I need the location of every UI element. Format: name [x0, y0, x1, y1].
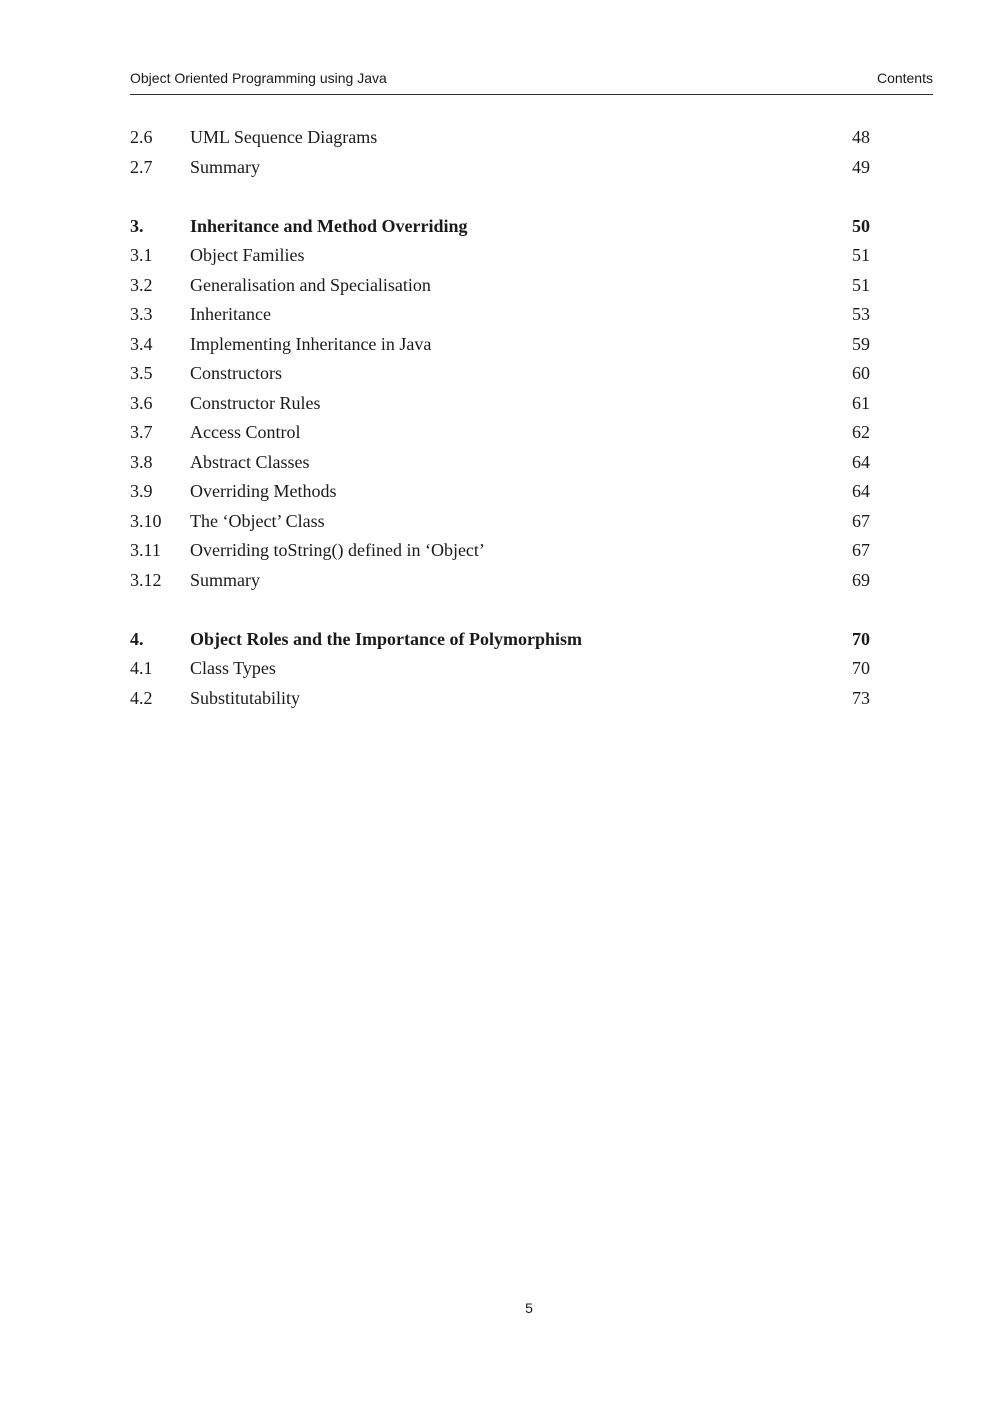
- toc-entry[interactable]: [130, 359, 870, 389]
- toc-entry[interactable]: [130, 271, 870, 301]
- toc-entry-number: 3.6: [130, 392, 153, 413]
- toc-entry-number: 2.7: [130, 156, 153, 177]
- toc-entry[interactable]: [130, 241, 870, 271]
- page-number: 5: [525, 1300, 533, 1316]
- toc-entry[interactable]: [130, 536, 870, 566]
- toc-entry-title: Access Control: [190, 422, 301, 442]
- toc-entry-title: Overriding toString() defined in ‘Object’: [190, 540, 485, 560]
- toc-entry-title: Substitutability: [190, 687, 301, 708]
- toc-entry[interactable]: [130, 300, 870, 330]
- toc-entry-page: 69: [852, 569, 870, 590]
- toc-entry-page: 60: [852, 363, 870, 383]
- toc-entry-title: Abstract Classes: [190, 451, 310, 472]
- toc-entry[interactable]: [130, 123, 870, 153]
- toc-entry-title: Overriding Methods: [190, 481, 337, 501]
- toc-entry-number: 4.: [130, 628, 144, 649]
- toc-entry-number: 3.3: [130, 304, 153, 324]
- toc-entry-title: The ‘Object’ Class: [190, 510, 325, 531]
- toc-entry[interactable]: [130, 566, 870, 596]
- toc-entry-number: 4.1: [130, 658, 153, 678]
- toc-entry-page: 73: [852, 687, 870, 708]
- toc-chapter-entry[interactable]: [130, 625, 870, 655]
- toc-entry-title: Summary: [190, 569, 260, 590]
- toc-entry-number: 2.6: [130, 127, 153, 147]
- toc-entry-page: 62: [852, 422, 870, 442]
- toc-entry-page: 53: [852, 304, 870, 324]
- toc-entry-title: Object Families: [190, 245, 305, 265]
- toc-entry-number: 3.8: [130, 451, 153, 472]
- toc-entry-page: 50: [852, 215, 870, 236]
- toc-entry[interactable]: [130, 507, 870, 537]
- toc-entry-number: 4.2: [130, 687, 153, 708]
- toc-entry-title: Constructors: [190, 363, 282, 383]
- toc-entry-page: 61: [852, 392, 870, 413]
- toc-entry[interactable]: [130, 153, 870, 183]
- toc-entry-title: Implementing Inheritance in Java: [190, 333, 432, 354]
- toc-entry-title: Class Types: [190, 658, 276, 678]
- toc-entry-page: 67: [852, 510, 870, 531]
- toc-entry-page: 51: [852, 245, 870, 265]
- toc-entry-page: 59: [852, 333, 870, 354]
- toc-entry[interactable]: [130, 477, 870, 507]
- toc-entry-page: 49: [852, 156, 870, 177]
- toc-entry-number: 3.2: [130, 274, 153, 295]
- toc-entry-number: 3.11: [130, 540, 161, 560]
- toc-entry-title: Summary: [190, 156, 260, 177]
- toc-entry-title: Inheritance and Method Overriding: [190, 215, 468, 236]
- toc-entry-number: 3.5: [130, 363, 153, 383]
- book-title: Object Oriented Programming using Java: [130, 70, 387, 86]
- toc-entry[interactable]: [130, 448, 870, 478]
- toc-entry[interactable]: [130, 389, 870, 419]
- section-title: Contents: [876, 70, 933, 86]
- toc-entry-number: 3.7: [130, 422, 153, 442]
- toc-chapter-entry[interactable]: [130, 212, 870, 242]
- running-header: [130, 68, 933, 95]
- toc-entry-number: 3.10: [130, 510, 162, 531]
- toc-entry-page: 70: [852, 658, 870, 678]
- toc-entry-page: 51: [852, 274, 870, 295]
- toc-entry-page: 64: [852, 451, 870, 472]
- toc-entry-number: 3.12: [130, 569, 162, 590]
- toc-entry-title: Inheritance: [190, 304, 271, 324]
- toc-entry-title: UML Sequence Diagrams: [190, 127, 378, 147]
- toc-entry[interactable]: [130, 654, 870, 684]
- toc-entry[interactable]: [130, 684, 870, 714]
- toc-entry-number: 3.9: [130, 481, 153, 501]
- toc-entry-number: 3.: [130, 215, 144, 236]
- toc-entry-page: 64: [852, 481, 870, 501]
- toc-entry-number: 3.1: [130, 245, 153, 265]
- toc-entry-title: Object Roles and the Importance of Polymorphism: [190, 628, 582, 649]
- toc-entry-page: 48: [852, 127, 870, 147]
- toc-entry[interactable]: [130, 330, 870, 360]
- toc-entry-page: 70: [852, 628, 870, 649]
- toc-entry-number: 3.4: [130, 333, 153, 354]
- toc-entry-title: Generalisation and Specialisation: [190, 274, 431, 295]
- toc-entry-page: 67: [852, 540, 870, 560]
- toc-entry[interactable]: [130, 418, 870, 448]
- toc-entry-title: Constructor Rules: [190, 392, 321, 413]
- table-of-contents: [130, 123, 870, 713]
